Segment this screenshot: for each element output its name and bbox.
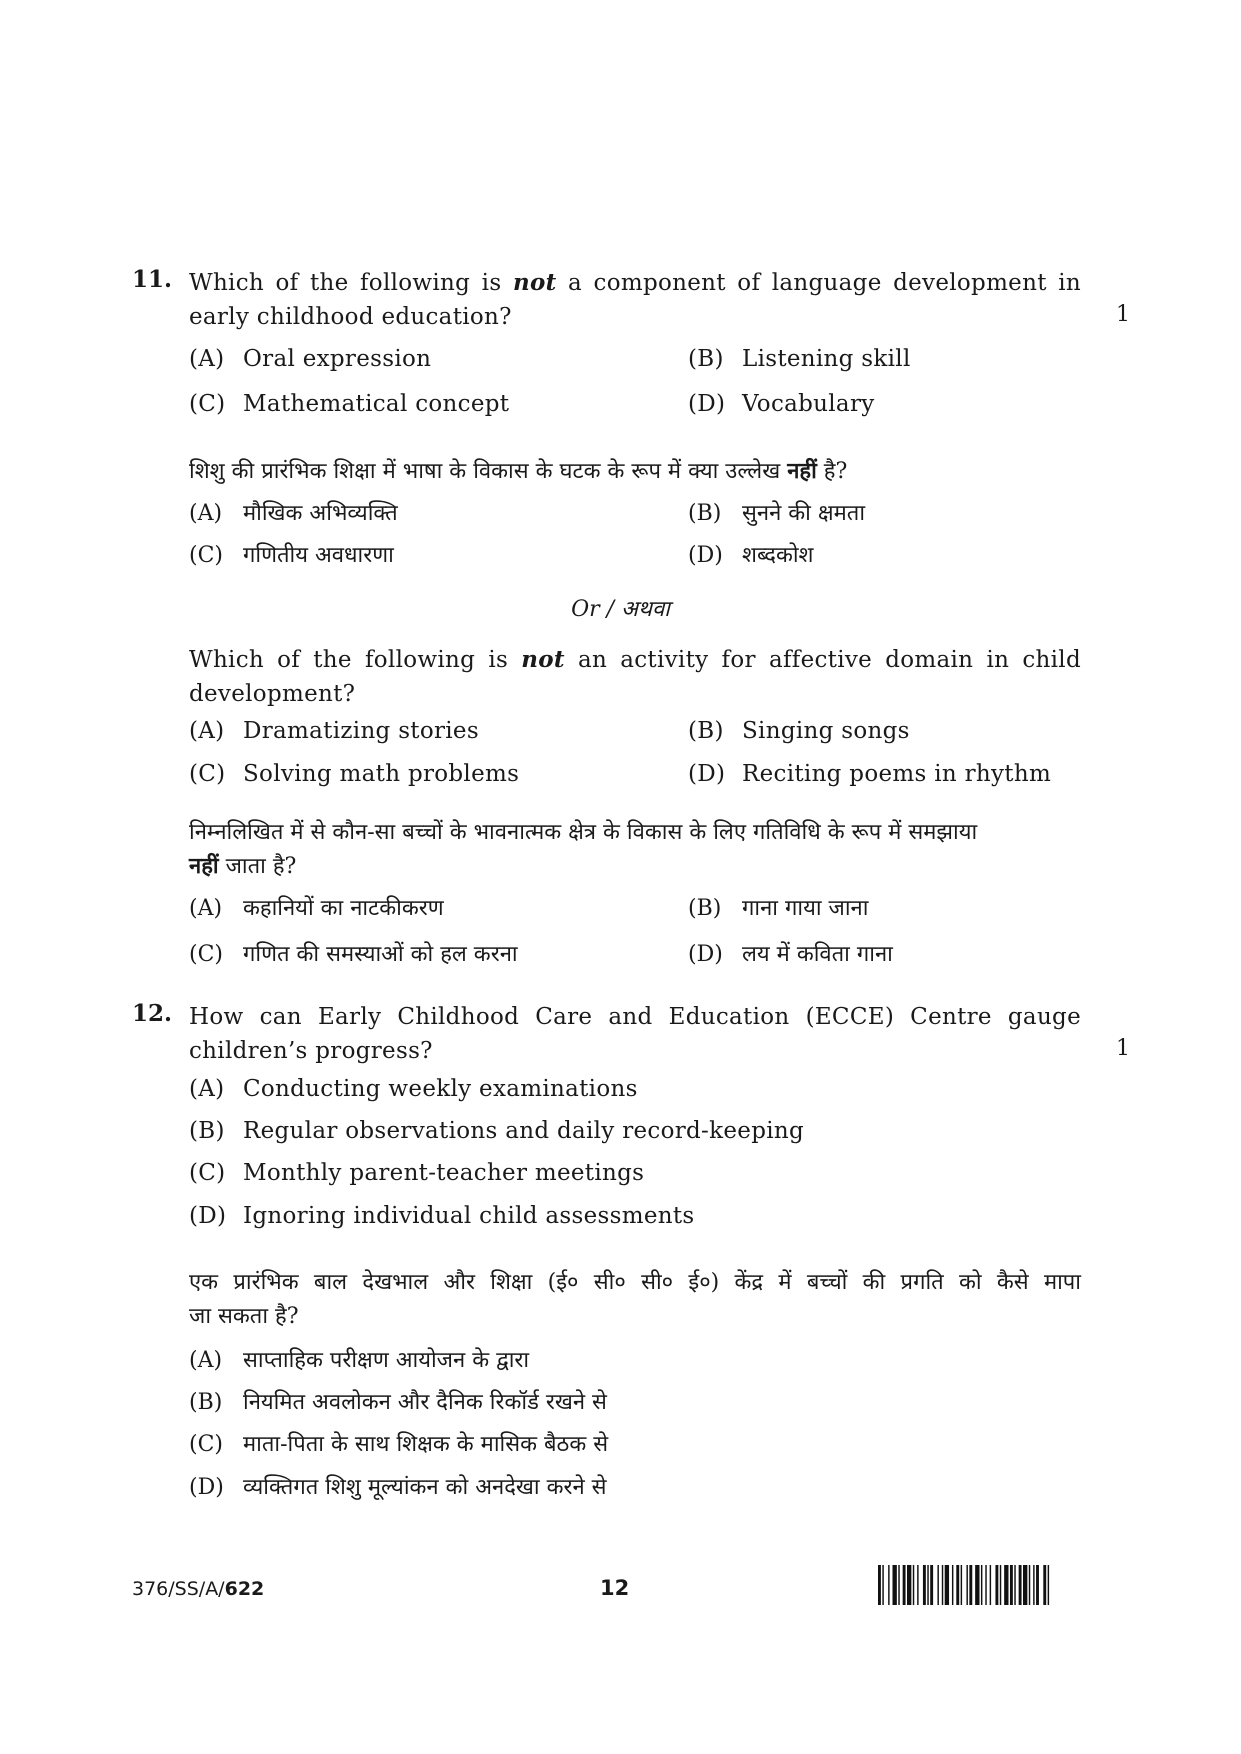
- option-b: (B) Regular observations and daily record-keeping: [189, 1118, 805, 1144]
- option-a: (A) Conducting weekly examinations: [189, 1076, 638, 1102]
- question-stem-en: How can Early Childhood Care and Education (ECCE) Centre gauge: [189, 1004, 1081, 1030]
- barcode-bar: [956, 1565, 959, 1605]
- barcode-bar: [930, 1565, 933, 1605]
- question-stem-hi: शिशु की प्रारंभिक शिक्षा में भाषा के विकास के घटक के रूप में क्या उल्लेख नहीं है?: [189, 458, 848, 484]
- alt-option-b-hi: (B) गाना गाया जाना: [688, 896, 869, 921]
- option-b: (B) Listening skill: [688, 346, 911, 372]
- question-stem-hi: एक प्रारंभिक बाल देखभाल और शिक्षा (ई० सी० सी० ई०) केंद्र में बच्चों की प्रगति को कैसे मापा: [189, 1270, 1081, 1295]
- option-c: (C) Mathematical concept: [189, 391, 510, 417]
- alt-question-stem-hi-line2: नहीं जाता है?: [189, 853, 297, 879]
- barcode-bar: [1029, 1565, 1030, 1605]
- barcode-bar: [1000, 1565, 1001, 1605]
- alt-option-d: (D) Reciting poems in rhythm: [688, 761, 1052, 787]
- barcode-bar: [907, 1565, 911, 1605]
- barcode-bar: [1033, 1565, 1034, 1605]
- barcode-bar: [917, 1565, 918, 1605]
- option-c-hi: (C) माता-पिता के साथ शिक्षक के मासिक बैठक से: [189, 1432, 609, 1457]
- barcode-icon: [878, 1565, 1134, 1605]
- alt-option-c: (C) Solving math problems: [189, 761, 520, 787]
- alt-option-a: (A) Dramatizing stories: [189, 718, 479, 744]
- barcode-bar: [898, 1565, 899, 1605]
- option-b-hi: (B) सुनने की क्षमता: [688, 501, 866, 526]
- option-c-hi: (C) गणितीय अवधारणा: [189, 543, 394, 568]
- option-d-hi: (D) व्यक्तिगत शिशु मूल्यांकन को अनदेखा करने से: [189, 1475, 607, 1500]
- question-stem-en-line2: children’s progress?: [189, 1038, 433, 1064]
- barcode-bar: [995, 1565, 998, 1605]
- barcode-bar: [1023, 1565, 1027, 1605]
- barcode-bar: [945, 1565, 949, 1605]
- page-number: 12: [600, 1576, 630, 1600]
- barcode-bar: [1036, 1565, 1039, 1605]
- alt-option-d-hi: (D) लय में कविता गाना: [688, 942, 893, 967]
- question-stem-en-line2: early childhood education?: [189, 304, 512, 330]
- alt-option-a-hi: (A) कहानियों का नाटकीकरण: [189, 896, 444, 921]
- option-d: (D) Ignoring individual child assessments: [189, 1203, 695, 1229]
- barcode-bar: [903, 1565, 906, 1605]
- barcode-bar: [1043, 1565, 1046, 1605]
- question-stem-hi-line2: जा सकता है?: [189, 1304, 299, 1329]
- or-separator: Or / अथवा: [571, 597, 670, 622]
- marks: 1: [1116, 1036, 1130, 1061]
- barcode-bar: [981, 1565, 982, 1605]
- barcode-bar: [942, 1565, 943, 1605]
- barcode-bar: [1048, 1565, 1049, 1605]
- alt-question-stem-hi: निम्नलिखित में से कौन-सा बच्चों के भावनात्मक क्षेत्र के विकास के लिए गतिविधि के रूप में समझाया: [189, 820, 978, 845]
- barcode-bar: [975, 1565, 979, 1605]
- barcode-bar: [990, 1565, 991, 1605]
- barcode-bar: [888, 1565, 889, 1605]
- barcode-bar: [966, 1565, 967, 1605]
- option-d: (D) Vocabulary: [688, 391, 875, 417]
- barcode-bar: [961, 1565, 962, 1605]
- barcode-bar: [969, 1565, 972, 1605]
- barcode-bar: [1019, 1565, 1022, 1605]
- option-b-hi: (B) नियमित अवलोकन और दैनिक रिकॉर्ड रखने से: [189, 1390, 607, 1415]
- barcode-bar: [893, 1565, 897, 1605]
- option-a-hi: (A) मौखिक अभिव्यक्ति: [189, 501, 398, 526]
- option-c: (C) Monthly parent-teacher meetings: [189, 1160, 645, 1186]
- barcode-bar: [952, 1565, 953, 1605]
- option-d-hi: (D) शब्दकोश: [688, 543, 814, 568]
- question-stem-en: Which of the following is not a component of language development in: [189, 269, 1082, 296]
- barcode-bar: [1014, 1565, 1015, 1605]
- barcode-bar: [1004, 1565, 1008, 1605]
- question-number: 12.: [132, 1000, 173, 1027]
- barcode-bar: [923, 1565, 926, 1605]
- barcode-bar: [927, 1565, 928, 1605]
- alt-question-stem-en: Which of the following is not an activity for affective domain in child: [189, 646, 1081, 673]
- alt-option-b: (B) Singing songs: [688, 718, 910, 744]
- alt-question-stem-en-line2: development?: [189, 681, 356, 707]
- question-number: 11.: [132, 266, 173, 293]
- option-a-hi: (A) साप्ताहिक परीक्षण आयोजन के द्वारा: [189, 1348, 530, 1373]
- barcode-bar: [1010, 1565, 1013, 1605]
- barcode-bar: [985, 1565, 986, 1605]
- barcode-bar: [882, 1565, 883, 1605]
- option-a: (A) Oral expression: [189, 346, 432, 372]
- barcode-bar: [913, 1565, 914, 1605]
- alt-option-c-hi: (C) गणित की समस्याओं को हल करना: [189, 942, 518, 967]
- marks: 1: [1116, 302, 1130, 327]
- barcode-bar: [937, 1565, 938, 1605]
- barcode-bar: [878, 1565, 881, 1605]
- paper-code: 376/SS/A/622: [132, 1578, 265, 1600]
